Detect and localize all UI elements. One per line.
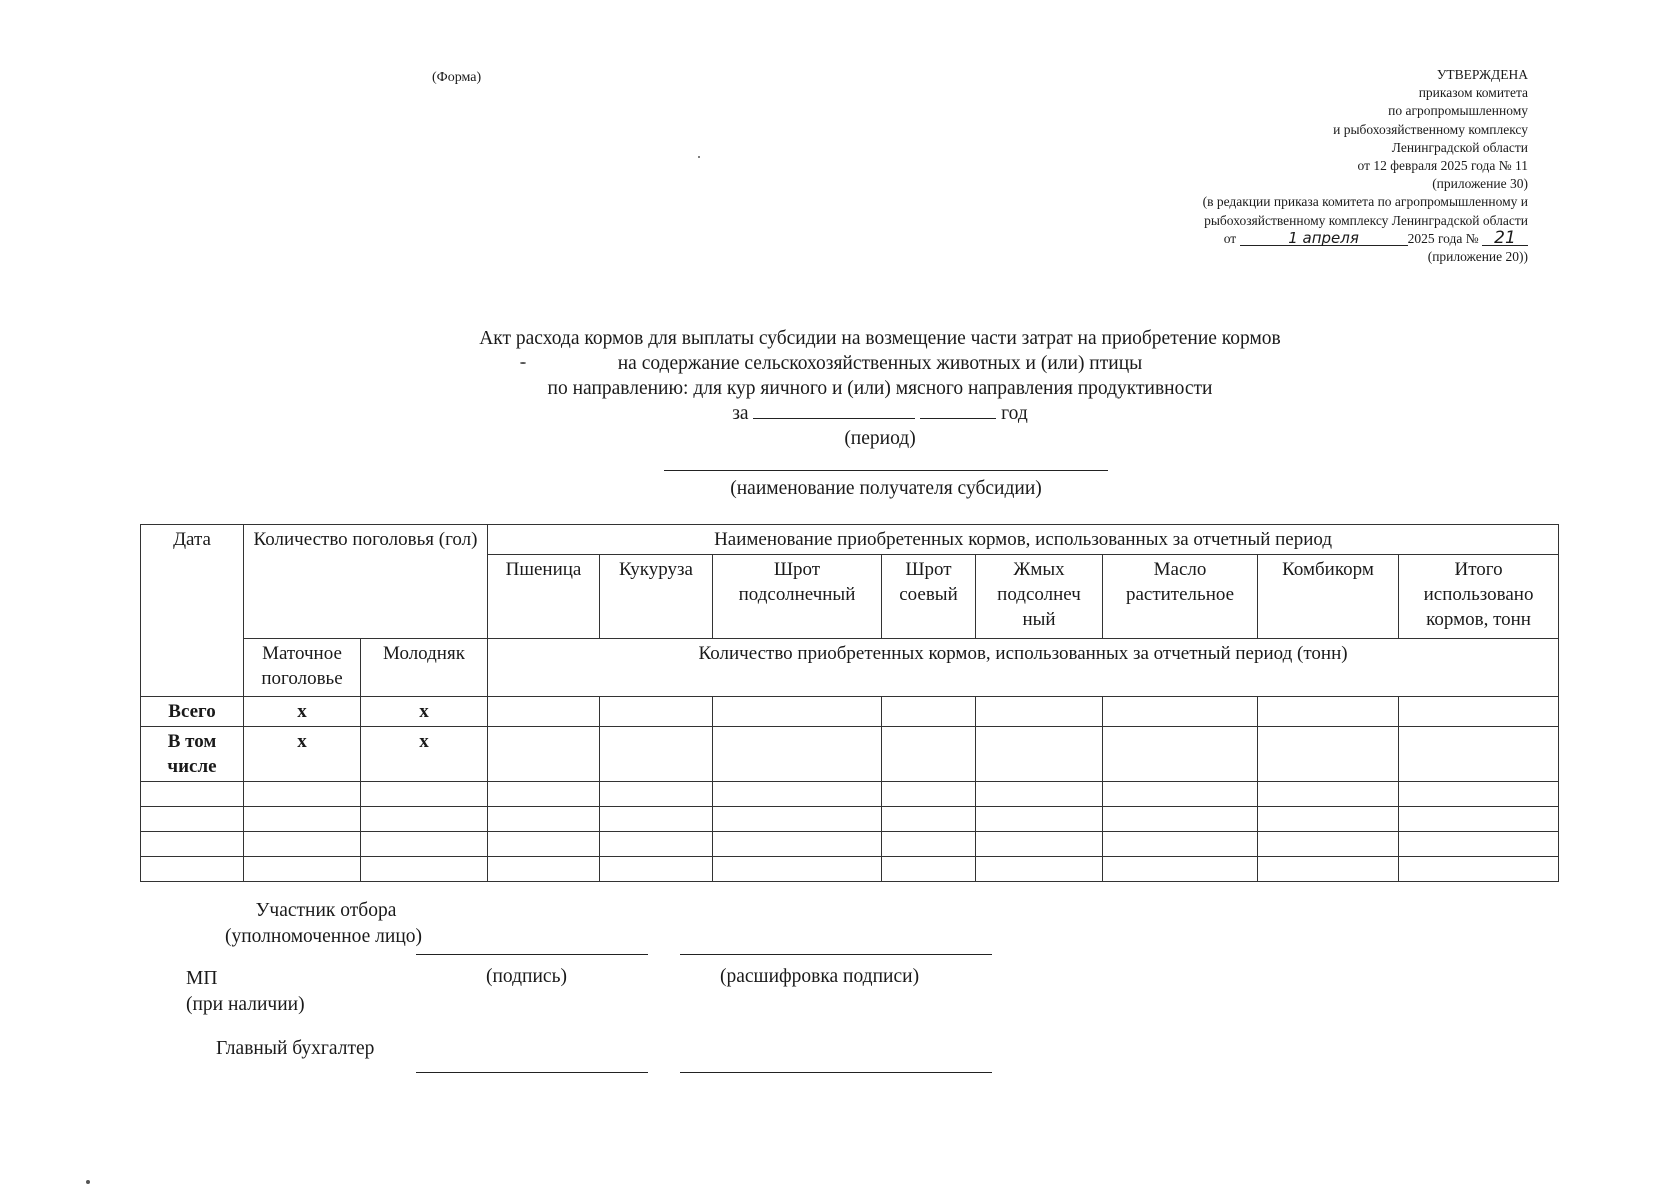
- participant-decode-field[interactable]: [680, 954, 992, 955]
- seal-label: [186, 966, 305, 1018]
- table-cell[interactable]: [488, 782, 600, 807]
- table-cell[interactable]: [713, 782, 882, 807]
- approval-line: УТВЕРЖДЕНА: [1436, 67, 1528, 82]
- handwritten-number: 21: [1482, 231, 1528, 246]
- table-cell[interactable]: [600, 832, 713, 857]
- table-cell[interactable]: [1399, 857, 1559, 882]
- scan-speck: [520, 362, 526, 364]
- period-line: [440, 401, 1320, 426]
- year-label: 2025 года №: [1407, 230, 1479, 246]
- table-cell[interactable]: [1258, 697, 1399, 727]
- row-label: В том числе: [141, 727, 244, 782]
- table-cell[interactable]: [488, 697, 600, 727]
- feed-header-vegetable-oil: Масло растительное: [1103, 555, 1258, 639]
- title-line-3: по направлению: для кур яичного и (или) мясного направления продуктивности: [547, 378, 1213, 399]
- table-cell[interactable]: [488, 807, 600, 832]
- table-cell[interactable]: [361, 807, 488, 832]
- approval-line: и рыбохозяйственному комплексу: [1333, 121, 1528, 137]
- table-cell[interactable]: [713, 807, 882, 832]
- scan-speck: [86, 1180, 90, 1184]
- decode-caption: (расшифровка подписи): [720, 966, 920, 987]
- approval-line: (в редакции приказа комитета по агропромышленному и: [1202, 194, 1528, 210]
- table-cell[interactable]: [600, 782, 713, 807]
- approval-line: по агропромышленному: [1388, 103, 1528, 119]
- table-cell[interactable]: [713, 697, 882, 727]
- table-row: [141, 807, 1559, 832]
- recipient-name-field[interactable]: [664, 470, 1108, 471]
- table-cell[interactable]: [882, 782, 976, 807]
- feed-header-wheat: Пшеница: [488, 555, 600, 639]
- form-label: (Форма): [432, 70, 482, 85]
- chief-decode-field[interactable]: [680, 1072, 992, 1073]
- quantity-caption: Количество приобретенных кормов, использованных за отчетный период (тонн): [488, 639, 1559, 697]
- col-feeds-group-header: Наименование приобретенных кормов, использованных за отчетный период: [488, 525, 1559, 555]
- table-cell[interactable]: [141, 832, 244, 857]
- col-date-header: Дата: [141, 525, 244, 697]
- cell-breeding: x: [244, 727, 361, 782]
- table-cell[interactable]: [1103, 697, 1258, 727]
- feed-header-total: Итого использовано кормов, тонн: [1399, 555, 1559, 639]
- mp-line-1: МП: [186, 968, 218, 989]
- table-cell[interactable]: [976, 727, 1103, 782]
- table-cell[interactable]: [882, 727, 976, 782]
- table-cell[interactable]: [244, 782, 361, 807]
- table-cell[interactable]: [882, 832, 976, 857]
- table-cell[interactable]: [1103, 727, 1258, 782]
- approval-line: (приложение 20)): [1427, 249, 1528, 265]
- amendment-date-line: [1108, 227, 1528, 248]
- act-title: [440, 326, 1320, 451]
- table-row: [141, 832, 1559, 857]
- feed-header-sunflower-meal: Шрот подсолнечный: [713, 555, 882, 639]
- approval-line: приказом комитета: [1418, 85, 1528, 101]
- table-cell[interactable]: [713, 857, 882, 882]
- za-label: за: [732, 403, 749, 424]
- table-row-including: [141, 727, 1559, 782]
- sub-header-young: Молодняк: [361, 639, 488, 697]
- table-cell[interactable]: [244, 857, 361, 882]
- table-cell[interactable]: [1399, 697, 1559, 727]
- period-field[interactable]: [753, 401, 915, 419]
- table-cell[interactable]: [713, 727, 882, 782]
- table-cell[interactable]: [1103, 857, 1258, 882]
- table-cell[interactable]: [488, 857, 600, 882]
- table-cell[interactable]: [141, 782, 244, 807]
- period-caption: (период): [844, 428, 916, 449]
- handwritten-date: 1 апреля: [1240, 231, 1408, 246]
- table-cell[interactable]: [600, 807, 713, 832]
- feed-header-soy-meal: Шрот соевый: [882, 555, 976, 639]
- col-livestock-header: Количество поголовья (гол): [244, 525, 488, 639]
- approval-line: Ленинградской области: [1391, 139, 1528, 155]
- table-cell[interactable]: [361, 857, 488, 882]
- table-cell[interactable]: [361, 832, 488, 857]
- table-cell[interactable]: [882, 857, 976, 882]
- scan-speck: [698, 156, 700, 158]
- table-cell[interactable]: [1399, 832, 1559, 857]
- table-cell[interactable]: [1258, 807, 1399, 832]
- table-cell[interactable]: [1399, 782, 1559, 807]
- participant-line-2: (уполномоченное лицо): [225, 926, 422, 947]
- mp-line-2: (при наличии): [186, 994, 305, 1015]
- table-cell[interactable]: [1258, 832, 1399, 857]
- table-cell[interactable]: [600, 727, 713, 782]
- table-cell[interactable]: [976, 782, 1103, 807]
- title-line-1: Акт расхода кормов для выплаты субсидии на возмещение части затрат на приобретение кормов: [479, 328, 1281, 349]
- table-cell[interactable]: [600, 697, 713, 727]
- table-cell[interactable]: [882, 807, 976, 832]
- from-label: от: [1223, 230, 1237, 246]
- table-cell[interactable]: [1258, 857, 1399, 882]
- feed-header-compound-feed: Комбикорм: [1258, 555, 1399, 639]
- table-cell[interactable]: [488, 727, 600, 782]
- table-cell[interactable]: [1399, 807, 1559, 832]
- god-label: год: [1001, 403, 1028, 424]
- table-cell[interactable]: [1399, 727, 1559, 782]
- chief-accountant-label: Главный бухгалтер: [216, 1038, 375, 1059]
- table-row: [141, 782, 1559, 807]
- table-cell[interactable]: [1103, 807, 1258, 832]
- table-cell[interactable]: [488, 832, 600, 857]
- approval-line: от 12 февраля 2025 года № 11: [1357, 158, 1528, 174]
- table-cell[interactable]: [976, 832, 1103, 857]
- table-cell[interactable]: [882, 697, 976, 727]
- table-cell[interactable]: [976, 807, 1103, 832]
- approval-line: (приложение 30): [1432, 176, 1528, 192]
- cell-young: x: [361, 697, 488, 727]
- chief-signature-field[interactable]: [416, 1072, 648, 1073]
- year-field[interactable]: [920, 401, 996, 419]
- feed-header-sunflower-cake: Жмых подсолнеч ный: [976, 555, 1103, 639]
- table-cell[interactable]: [976, 697, 1103, 727]
- row-label: Всего: [141, 697, 244, 727]
- table-row-total: [141, 697, 1559, 727]
- cell-young: x: [361, 727, 488, 782]
- table-cell[interactable]: [713, 832, 882, 857]
- approval-line: рыбохозяйственному комплексу Ленинградской области: [1204, 212, 1528, 228]
- table-cell[interactable]: [1103, 782, 1258, 807]
- table-cell[interactable]: [1258, 782, 1399, 807]
- table-cell[interactable]: [244, 807, 361, 832]
- table-cell[interactable]: [600, 857, 713, 882]
- approval-block: [1108, 66, 1528, 266]
- participant-label: [190, 898, 422, 950]
- cell-breeding: x: [244, 697, 361, 727]
- table-cell[interactable]: [244, 832, 361, 857]
- table-cell[interactable]: [976, 857, 1103, 882]
- sub-header-breeding: Маточное поголовье: [244, 639, 361, 697]
- feed-header-corn: Кукуруза: [600, 555, 713, 639]
- title-line-2: на содержание сельскохозяйственных животных и (или) птицы: [617, 353, 1143, 374]
- participant-line-1: Участник отбора: [255, 900, 397, 921]
- table-cell[interactable]: [141, 807, 244, 832]
- table-cell[interactable]: [1103, 832, 1258, 857]
- participant-signature-field[interactable]: [416, 954, 648, 955]
- table-cell[interactable]: [361, 782, 488, 807]
- feed-expense-table: [140, 524, 1559, 882]
- table-cell[interactable]: [141, 857, 244, 882]
- signature-caption: (подпись): [486, 966, 567, 987]
- table-cell[interactable]: [1258, 727, 1399, 782]
- recipient-caption: (наименование получателя субсидии): [730, 478, 1042, 499]
- table-row: [141, 857, 1559, 882]
